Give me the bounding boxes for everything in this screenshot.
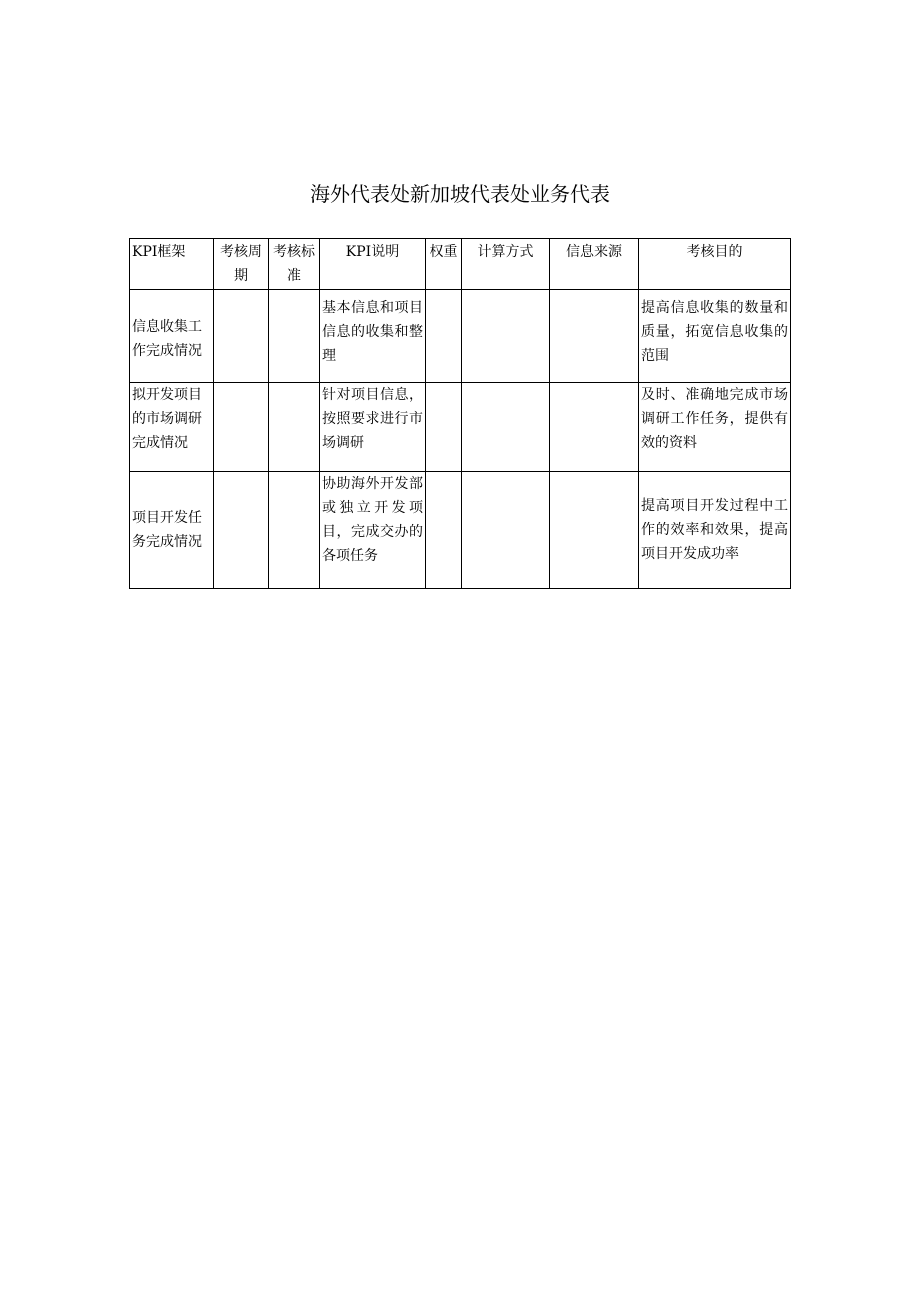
- header-weight: 权重: [426, 239, 462, 290]
- header-source: 信息来源: [550, 239, 639, 290]
- cell-standard: [269, 472, 320, 589]
- header-kpi-description: KPI说明: [320, 239, 426, 290]
- cell-calculation: [462, 383, 550, 472]
- cell-framework: 信息收集工作完成情况: [130, 290, 214, 383]
- cell-period: [214, 290, 269, 383]
- cell-source: [550, 472, 639, 589]
- header-kpi-framework: KPI框架: [130, 239, 214, 290]
- cell-weight: [426, 290, 462, 383]
- cell-source: [550, 383, 639, 472]
- page-title: 海外代表处新加坡代表处业务代表: [310, 182, 610, 206]
- cell-description: 针对项目信息，按照要求进行市场调研: [320, 383, 426, 472]
- cell-period: [214, 472, 269, 589]
- cell-weight: [426, 472, 462, 589]
- cell-purpose: 及时、准确地完成市场调研工作任务，提供有效的资料: [639, 383, 791, 472]
- cell-description: 协助海外开发部或独立开发项目，完成交办的各项任务: [320, 472, 426, 589]
- header-standard: 考核标准: [269, 239, 320, 290]
- cell-standard: [269, 290, 320, 383]
- cell-description: 基本信息和项目信息的收集和整理: [320, 290, 426, 383]
- cell-weight: [426, 383, 462, 472]
- table-row: [130, 383, 791, 472]
- header-period: 考核周期: [214, 239, 269, 290]
- table-row: [130, 290, 791, 383]
- cell-framework: 拟开发项目的市场调研完成情况: [130, 383, 214, 472]
- cell-purpose: 提高项目开发过程中工作的效率和效果，提高项目开发成功率: [639, 472, 791, 589]
- cell-source: [550, 290, 639, 383]
- cell-calculation: [462, 290, 550, 383]
- cell-framework: 项目开发任务完成情况: [130, 472, 214, 589]
- header-calculation: 计算方式: [462, 239, 550, 290]
- table-header-row: [130, 239, 791, 290]
- kpi-table: [129, 238, 791, 589]
- cell-standard: [269, 383, 320, 472]
- cell-period: [214, 383, 269, 472]
- header-purpose: 考核目的: [639, 239, 791, 290]
- table-row: [130, 472, 791, 589]
- cell-calculation: [462, 472, 550, 589]
- cell-purpose: 提高信息收集的数量和质量，拓宽信息收集的范围: [639, 290, 791, 383]
